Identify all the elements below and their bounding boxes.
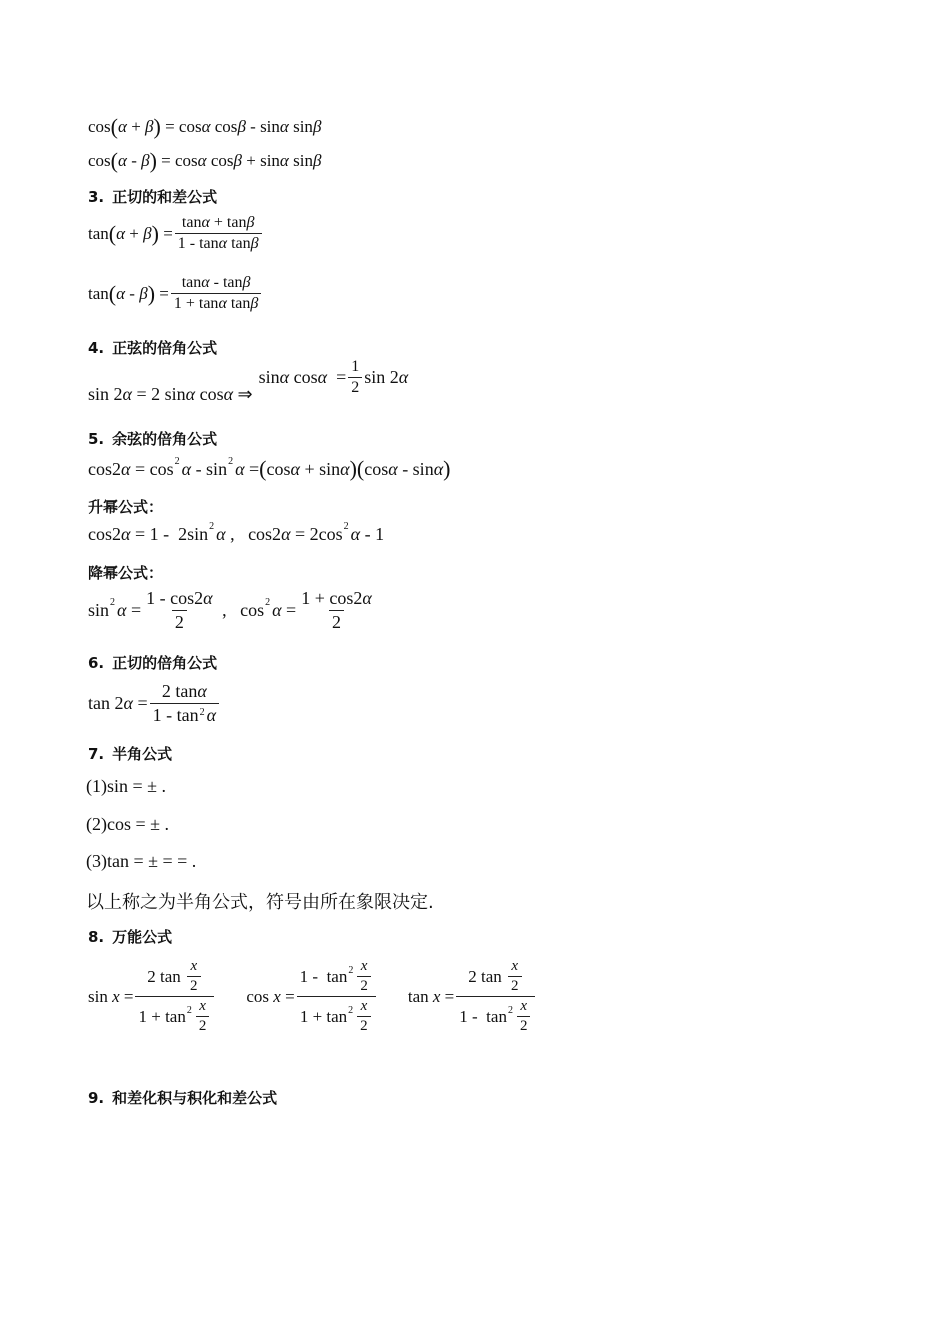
formula-tan-double: tan 2 α = $\frac{2 \tan\alpha}{1 - \tan^2 \alpha}$ <box>88 681 221 726</box>
half-angle-sin: (1)sin = ± . <box>86 776 167 796</box>
heading-number: 7. <box>88 745 105 763</box>
heading-number: 8. <box>88 928 105 946</box>
heading-text: 正切的和差公式 <box>112 188 218 206</box>
heading-9 <box>88 1087 277 1108</box>
heading-number: 5. <box>88 430 105 448</box>
heading-6 <box>88 652 217 673</box>
heading-number: 9. <box>88 1089 105 1107</box>
heading-number: 4. <box>88 339 105 357</box>
label-raise-power: 升幂公式： <box>88 498 164 516</box>
heading-5 <box>88 428 217 449</box>
formula-cos-double: cos2 α = cos 2 α - sin 2 α = ( cos α + sin α )( cos α - sin α ) <box>88 455 451 481</box>
heading-number: 3. <box>88 188 105 206</box>
heading-3 <box>88 186 217 207</box>
heading-number: 6. <box>88 654 105 672</box>
formula-cos-sum: cos ( α + β ) = cos α cos β - sin α sin β <box>88 114 322 139</box>
heading-text: 余弦的倍角公式 <box>112 430 218 448</box>
heading-4 <box>88 337 217 358</box>
formula-raise-power: cos2 α = 1 - 2sin 2 α , cos2 α = 2cos 2 α - 1 <box>88 521 385 544</box>
formula-lower-power: sin 2 α = $\frac{1 - \cos 2\alpha}{2}$ , cos 2 α = $\frac{1 + \cos 2\alpha}{2}$ <box>88 588 372 632</box>
formula-universal: sin x = 2 tan $\frac{x}{2}$ 1 + tan 2 $\frac{x}{2}$ cos x = 1 - tan 2 $\frac{x}{2}$ 1 + tan 2 $\frac{x}{2}$ tan x = 2 tan $\frac{x}{2}$ 1 - tan 2 $\frac{x}{2}$ <box>88 958 537 1035</box>
fraction: $\frac{\tan\alpha - \tan\beta}{\text{1 + tanα tanβ}}$ <box>171 274 262 313</box>
formula-tan-diff: tan ( α - β ) = $\frac{\tan\alpha - \tan\beta}{\text{1 + tanα tanβ}}$ <box>88 274 263 313</box>
half-angle-tan: (3)tan = ± = = . <box>86 851 197 871</box>
heading-8 <box>88 926 172 947</box>
heading-7 <box>88 743 172 764</box>
heading-text: 和差化积与积化和差公式 <box>112 1089 278 1107</box>
heading-text: 正切的倍角公式 <box>112 654 218 672</box>
formula-tan-sum: tan ( α + β ) = $\frac{\tan\alpha + \tan\beta}{\text{1 - tanα tanβ}}$ <box>88 214 264 253</box>
fraction: $\frac{\tan\alpha + \tan\beta}{\text{1 - tanα tanβ}}$ <box>175 214 262 253</box>
formula-cos-diff: cos ( α - β ) = cos α cos β + sin α sin β <box>88 148 322 173</box>
label-lower-power: 降幂公式： <box>88 564 164 582</box>
half-angle-cos: (2)cos = ± . <box>86 814 170 834</box>
heading-text: 正弦的倍角公式 <box>112 339 218 357</box>
formula-sin-double: sin 2α = 2 sinα cosα ⇒ sin α cos α = $\frac{1}{2}$ sin 2 α <box>88 358 409 404</box>
heading-text: 半角公式 <box>112 745 173 763</box>
half-angle-note: 以上称之为半角公式，符号由所在象限决定. <box>86 892 434 913</box>
heading-text: 万能公式 <box>112 928 173 946</box>
